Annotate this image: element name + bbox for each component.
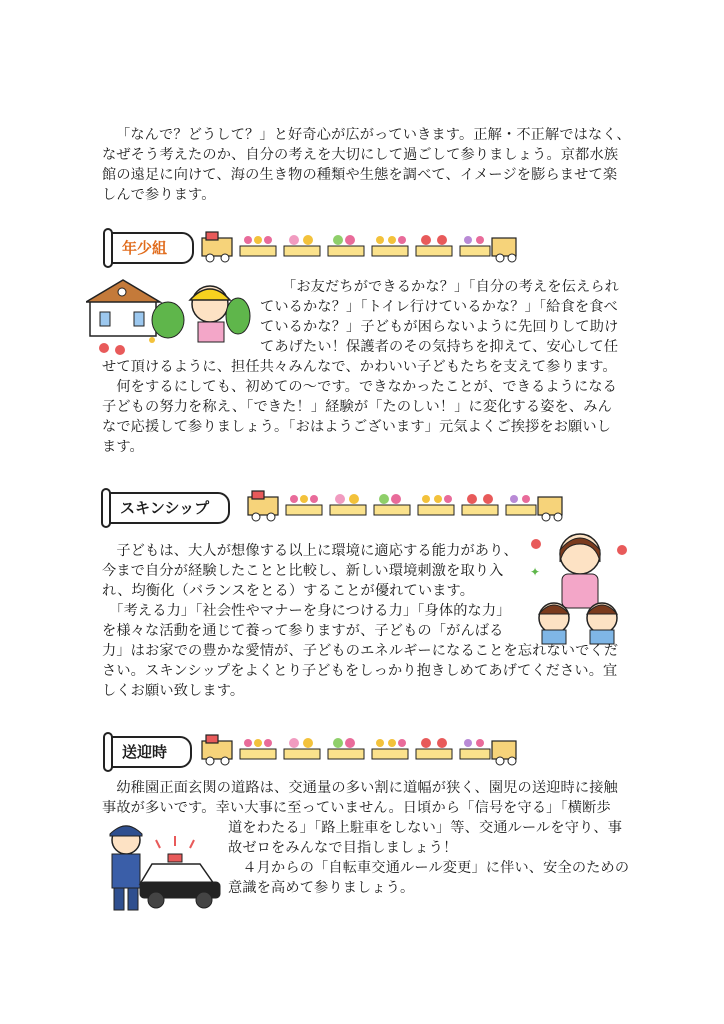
nensho-line: ます。 — [102, 439, 144, 455]
intro-line: 館の遠足に向けて、海の生き物の種類や生態を調べて、イメージを膨らませて楽 — [102, 167, 618, 183]
sougei-heading-scroll — [108, 736, 192, 768]
nensho-line: せて頂けるように、担任共々みんなで、かわいい子どもたちを支えて参ります。 — [102, 359, 617, 375]
intro-line: なぜそう考えたのか、自分の考えを大切にして過ごして参りましょう。京都水族 — [102, 147, 619, 163]
skinship-line: れ、均衡化（バランスをとる）することが優れています。 — [102, 583, 475, 599]
nensho-line: てあげたい！保護者のその気持ちを抑えて、安心して任 — [260, 339, 619, 355]
skinship-line: 今まで自分が経験したことと比較し、新しい環境刺激を取り入 — [102, 563, 504, 579]
skinship-heading-scroll — [106, 492, 230, 524]
skinship-line: 子どもは、大人が想像する以上に環境に適応する能力があり、 — [102, 543, 518, 559]
sougei-line: 幼稚園正面玄関の道路は、交通量の多い割に道幅が狭く、園児の送迎時に接触 — [102, 780, 618, 796]
intro-paragraph — [102, 125, 631, 205]
sougei-line: ４月からの「自転車交通ルール変更」に伴い、安全のための — [228, 860, 630, 876]
nensho-heading: 年少組 — [122, 239, 168, 257]
skinship-line: 力」はお家での豊かな愛情が、子どものエネルギーになることを忘れないでくだ — [102, 643, 619, 659]
sougei-line: 故ゼロをみんなで目指しましょう！ — [228, 840, 458, 856]
nensho-line: 「お友だちができるかな？」「自分の考えを伝えられ — [282, 279, 620, 295]
sougei-heading: 送迎時 — [122, 743, 168, 761]
sougei-line: 意識を高めて参りましょう。 — [228, 880, 415, 896]
sougei-line: 道をわたる」「路上駐車をしない」等、交通ルールを守り、事 — [228, 820, 623, 836]
nensho-line: ているかな？」子どもが困らないように先回りして助け — [260, 319, 619, 335]
skinship-heading: スキンシップ — [120, 499, 210, 517]
train-illustration — [246, 489, 564, 523]
nensho-paragraph — [102, 277, 619, 457]
skinship-line: さい。スキンシップをよくとり子どもをしっかり抱きしめてあげてください。宜 — [102, 663, 618, 679]
sougei-paragraph — [102, 778, 629, 898]
sougei-line: 事故が多いです。幸い大事に至っていません。日頃から「信号を守る」「横断歩 — [102, 800, 611, 816]
skinship-line: しくお願い致します。 — [102, 683, 245, 699]
svg-text:✦: ✦ — [530, 565, 541, 579]
nensho-line: 子どもの努力を称え、「できた！」経験が「たのしい！」に変化する姿を、みん — [102, 399, 612, 415]
skinship-paragraph — [102, 541, 618, 701]
nensho-line: なで応援して参りましょう。「おはようございます」元気よくご挨拶をお願いし — [102, 419, 612, 435]
train-illustration — [200, 733, 518, 767]
train-illustration — [200, 230, 518, 264]
nensho-line: 何をするにしても、初めての〜です。できなかったことが、できるようになる — [102, 379, 618, 395]
intro-line: しんで参ります。 — [102, 187, 216, 203]
intro-line: 「なんで？どうして？」と好奇心が広がっていきます。正解・不正解ではなく、 — [116, 127, 631, 143]
skinship-line: を様々な活動を通じて養って参りますが、子どもの「がんばる — [102, 623, 504, 639]
nensho-heading-scroll — [108, 232, 194, 264]
nensho-line: ているかな？」「トイレ行けているかな？」「給食を食べ — [260, 299, 618, 315]
skinship-line: 「考える力」「社会性やマナーを身につける力」「身体的な力」 — [102, 603, 511, 619]
